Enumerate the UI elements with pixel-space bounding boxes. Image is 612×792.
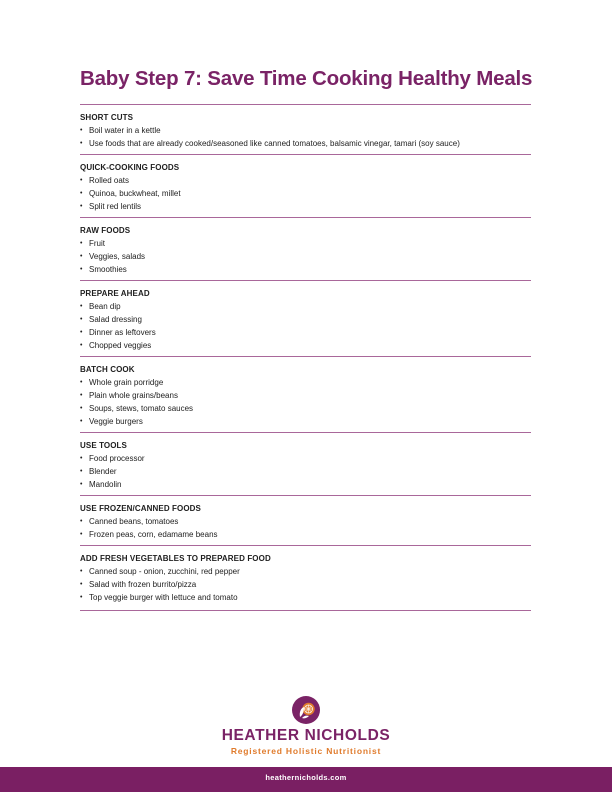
brand-name: HEATHER NICHOLDS xyxy=(221,727,391,744)
list-item: • Whole grain porridge xyxy=(80,376,531,389)
list-item: • Frozen peas, corn, edamame beans xyxy=(80,528,531,541)
section-title: PREPARE AHEAD xyxy=(80,289,150,298)
section xyxy=(80,356,531,432)
list-item: • Soups, stews, tomato sauces xyxy=(80,402,531,415)
logo xyxy=(0,695,612,756)
bullet-list xyxy=(80,300,531,352)
bullet-list xyxy=(80,174,531,213)
sections-list xyxy=(80,104,531,611)
section xyxy=(80,154,531,217)
section-title: USE TOOLS xyxy=(80,441,127,450)
section-title: ADD FRESH VEGETABLES TO PREPARED FOOD xyxy=(80,554,271,563)
bullet-list xyxy=(80,515,531,541)
list-item: • Canned beans, tomatoes xyxy=(80,515,531,528)
page-title: Baby Step 7: Save Time Cooking Healthy Meals xyxy=(80,67,533,90)
list-item: • Mandolin xyxy=(80,478,531,491)
section xyxy=(80,217,531,280)
list-item: • Plain whole grains/beans xyxy=(80,389,531,402)
list-item: • Salad dressing xyxy=(80,313,531,326)
section xyxy=(80,104,531,154)
section-title: SHORT CUTS xyxy=(80,113,133,122)
list-item: • Rolled oats xyxy=(80,174,531,187)
bullet-list xyxy=(80,124,531,150)
brand-tagline: Registered Holistic Nutritionist xyxy=(230,746,382,756)
list-item: • Food processor xyxy=(80,452,531,465)
list-item: • Fruit xyxy=(80,237,531,250)
list-item: • Dinner as leftovers xyxy=(80,326,531,339)
list-item: • Smoothies xyxy=(80,263,531,276)
bullet-list xyxy=(80,376,531,428)
list-item: • Split red lentils xyxy=(80,200,531,213)
section-title: RAW FOODS xyxy=(80,226,131,235)
list-item: • Canned soup - onion, zucchini, red pepper xyxy=(80,565,531,578)
list-item: • Chopped veggies xyxy=(80,339,531,352)
section-title: QUICK-COOKING FOODS xyxy=(80,163,180,172)
leaf-fruit-logo-icon xyxy=(291,695,321,725)
section xyxy=(80,432,531,495)
footer-bar xyxy=(0,767,612,792)
section xyxy=(80,545,531,611)
list-item: • Boil water in a kettle xyxy=(80,124,531,137)
list-item: • Top veggie burger with lettuce and tomato xyxy=(80,591,531,604)
bullet-list xyxy=(80,565,531,604)
section-title: USE FROZEN/CANNED FOODS xyxy=(80,504,201,513)
footer-url-link[interactable]: heathernicholds.com xyxy=(265,773,347,782)
list-item: • Blender xyxy=(80,465,531,478)
section-title: BATCH COOK xyxy=(80,365,135,374)
list-item: • Bean dip xyxy=(80,300,531,313)
list-item: • Veggie burgers xyxy=(80,415,531,428)
list-item: • Veggies, salads xyxy=(80,250,531,263)
section xyxy=(80,495,531,545)
list-item: • Use foods that are already cooked/seasoned like canned tomatoes, balsamic vinegar, tamari (soy sauce) xyxy=(80,137,531,150)
list-item: • Salad with frozen burrito/pizza xyxy=(80,578,531,591)
bullet-list xyxy=(80,452,531,491)
bullet-list xyxy=(80,237,531,276)
section xyxy=(80,280,531,356)
list-item: • Quinoa, buckwheat, millet xyxy=(80,187,531,200)
